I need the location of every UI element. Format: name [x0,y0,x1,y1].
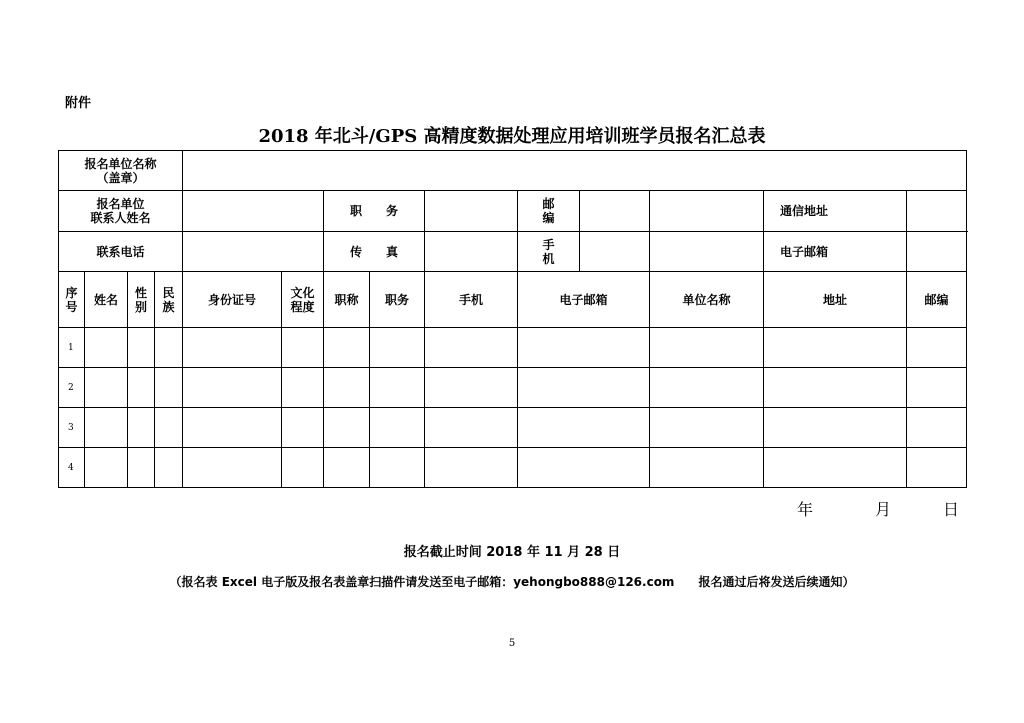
phone-value[interactable] [183,232,324,272]
table-row [59,408,967,448]
deadline-text: 报名截止时间 2018 年 11 月 28 日 [403,545,621,560]
attachment-label: 附件 [65,96,92,111]
address-value[interactable] [907,191,967,232]
header-email: 电子邮箱 [518,272,650,328]
header-gender: 性 别 [128,272,155,328]
date-month: 月 [875,500,892,519]
date-day: 日 [943,500,960,519]
position-label: 职 务 [324,191,425,232]
phone-label: 联系电话 [59,232,183,272]
mobile-cell [518,232,650,272]
fax-value[interactable] [425,232,518,272]
table-row [59,368,967,408]
address-label: 通信地址 [764,191,907,232]
mobile-value[interactable] [580,232,649,271]
postcode-value[interactable] [580,191,649,231]
header-mobile: 手机 [425,272,518,328]
row-number: 3 [59,408,85,448]
position-value[interactable] [425,191,518,232]
contact-person-label: 报名单位 联系人姓名 [59,191,183,232]
unit-name-label: 报名单位名称 （盖章） [59,151,183,191]
header-seq: 序 号 [59,272,85,328]
header-title: 职称 [324,272,370,328]
header-education: 文化 程度 [282,272,324,328]
fax-label: 传 真 [324,232,425,272]
page-number: 5 [508,638,516,649]
header-id-number: 身份证号 [183,272,282,328]
page-title: 2018 年北斗/GPS 高精度数据处理应用培训班学员报名汇总表 [258,126,766,147]
mobile-value-extra[interactable] [650,232,764,272]
table-row [59,328,967,368]
header-name: 姓名 [85,272,128,328]
registration-table [58,150,967,488]
mobile-label: 手 机 [518,232,580,271]
postcode-value-extra[interactable] [650,191,764,232]
postcode-cell [518,191,650,232]
postcode-label: 邮 编 [518,191,580,231]
row-number: 1 [59,328,85,368]
header-address: 地址 [764,272,907,328]
unit-name-value[interactable] [183,151,967,191]
header-position: 职务 [370,272,425,328]
row-number: 4 [59,448,85,488]
header-postcode: 邮编 [907,272,967,328]
header-ethnicity: 民 族 [155,272,183,328]
date-year: 年 [797,500,814,519]
email-value[interactable] [907,232,967,272]
contact-person-value[interactable] [183,191,324,232]
submission-note: （报名表 Excel 电子版及报名表盖章扫描件请发送至电子邮箱：yehongbo888@126.com 报名通过后将发送后续通知） [169,575,855,589]
header-unit: 单位名称 [650,272,764,328]
row-number: 2 [59,368,85,408]
table-row [59,448,967,488]
email-label: 电子邮箱 [764,232,907,272]
